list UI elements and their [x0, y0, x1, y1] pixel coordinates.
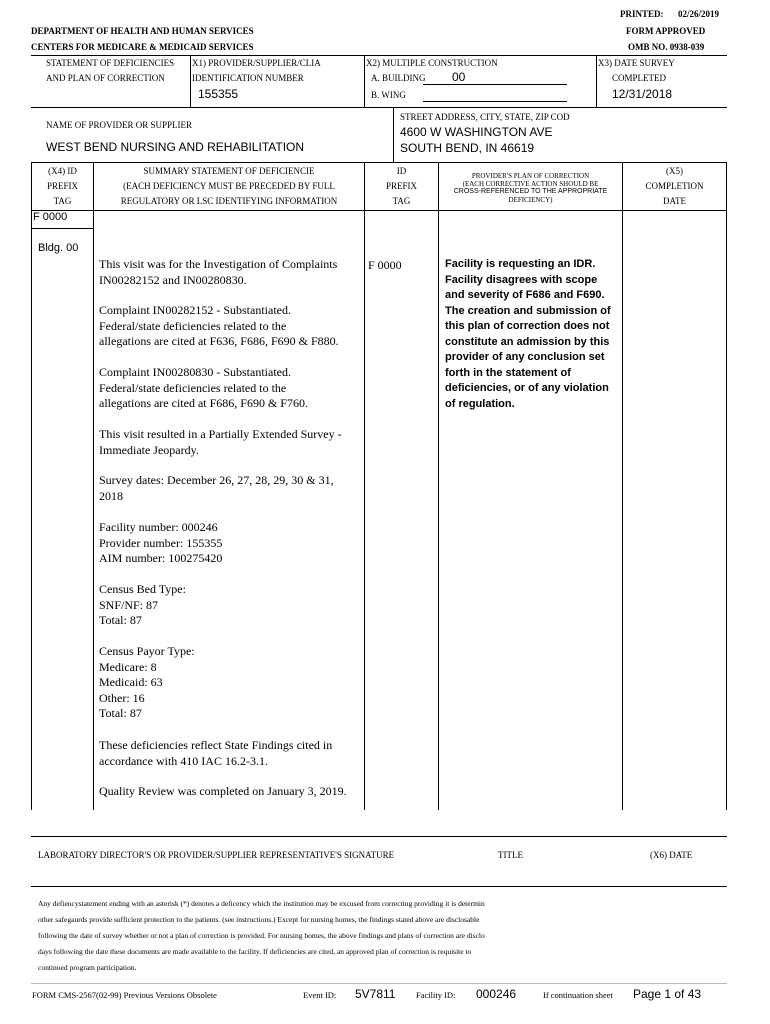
event-id-value: 5V7811	[355, 987, 396, 1001]
summary-header: REGULATORY OR LSC IDENTIFYING INFORMATION	[120, 196, 338, 206]
paragraph-6: Facility number: 000246 Provider number: 155355 AIM number: 100275420	[99, 520, 223, 565]
paragraph-10: Quality Review was completed on January 3, 2019.	[99, 784, 347, 798]
divider	[393, 107, 394, 163]
tag-underline	[31, 228, 94, 229]
divider	[190, 55, 191, 108]
omb-number: OMB NO. 0938-039	[628, 42, 705, 52]
date-label: (X6) DATE	[650, 850, 693, 860]
facility-id-value: 000246	[476, 987, 517, 1001]
column-divider	[622, 162, 623, 810]
divider	[596, 55, 597, 108]
paragraph-4: This visit resulted in a Partially Extended Survey - Immediate Jeopardy.	[99, 427, 342, 457]
paragraph-5: Survey dates: December 26, 27, 28, 29, 30 & 31, 2018	[99, 473, 334, 503]
plan-header: PROVIDER'S PLAN OF CORRECTION	[471, 172, 590, 180]
event-id-label: Event ID:	[303, 990, 337, 1000]
divider	[364, 55, 365, 108]
id-header: ID	[396, 166, 407, 176]
id-header: PREFIX	[385, 181, 417, 191]
column-divider	[93, 162, 94, 810]
statement-label: AND PLAN OF CORRECTION	[46, 73, 165, 83]
signature-bottom-line	[31, 886, 727, 887]
provider-name-label: NAME OF PROVIDER OR SUPPLIER	[46, 120, 193, 130]
address-line2: SOUTH BEND, IN 46619	[400, 141, 535, 155]
survey-date-value: 12/31/2018	[612, 87, 673, 101]
paragraph-2: Complaint IN00282152 - Substantiated. Federal/state deficiencies related to the allegations are cited at F636, F686, F690 & F880.	[99, 303, 339, 348]
divider	[31, 107, 727, 108]
provider-id-label: IDENTIFICATION NUMBER	[192, 73, 304, 83]
id-header: TAG	[392, 196, 411, 206]
building-underline	[423, 84, 567, 85]
footer-line	[31, 983, 727, 984]
plan-header: DEFICIENCY)	[508, 196, 553, 204]
paragraph-3: Complaint IN00280830 - Substantiated. Federal/state deficiencies related to the allegations are cited at F686, F690 & F760.	[99, 365, 308, 410]
form-top-border	[31, 55, 727, 56]
continuation-label: If continuation sheet	[543, 990, 613, 1000]
tag-left: F 0000	[33, 211, 68, 223]
provider-id-label: X1) PROVIDER/SUPPLIER/CLIA	[192, 58, 321, 68]
wing-label: B. WING	[371, 90, 406, 100]
address-line1: 4600 W WASHINGTON AVE	[400, 125, 553, 139]
printed-date: 02/26/2019	[678, 9, 720, 19]
paragraph-1: This visit was for the Investigation of Complaints IN00282152 and IN00280830.	[99, 257, 338, 287]
address-label: STREET ADDRESS, CITY, STATE, ZIP COD	[400, 112, 570, 122]
title-label: TITLE	[498, 850, 523, 860]
summary-header: (EACH DEFICIENCY MUST BE PRECEDED BY FULL	[123, 181, 335, 191]
x5-header: COMPLETION	[645, 181, 704, 191]
department-title: DEPARTMENT OF HEALTH AND HUMAN SERVICES	[31, 26, 254, 36]
x5-header: DATE	[663, 196, 686, 206]
footnote: Any defiencystatement ending with an asterisk (*) denotes a deficency which the institution may be excused from correcting providing it is determin other safegaurds provide sufficient protection to the patients. (see instructions.) Except for nursing homes, the findings stated above are disclosable following the date of survey whether or not a plan of correction is provided. For nursing homes, the above findings and plans of correction are disclo days following the date these documents are made available to the facility. If deficiencies are cited, an approved plan of correction is requisite to continued program participation.	[38, 899, 485, 972]
paragraph-7: Census Bed Type: SNF/NF: 87 Total: 87	[99, 582, 186, 627]
column-divider	[726, 162, 727, 810]
facility-id-label: Facility ID:	[416, 990, 456, 1000]
x4-header: PREFIX	[46, 181, 78, 191]
paragraph-8: Census Payor Type: Medicare: 8 Medicaid: 63 Other: 16 Total: 87	[99, 644, 195, 720]
paragraph-9: These deficiencies reflect State Findings cited in accordance with 410 IAC 16.2-3.1.	[99, 738, 333, 768]
plan-of-correction-response: Facility is requesting an IDR. Facility disagrees with scope and severity of F686 and F690. The creation and submission of this plan of correction does not constitute an admission by this provider of any conclusion set forth in the statement of deficiencies, or of any violation of regulation.	[445, 258, 611, 410]
multiple-construction-label: X2) MULTIPLE CONSTRUCTION	[366, 58, 498, 68]
page-number: Page 1 of 43	[633, 987, 702, 1001]
column-divider	[438, 162, 439, 810]
summary-header: SUMMARY STATEMENT OF DEFICIENCIE	[143, 166, 315, 176]
provider-id-value: 155355	[198, 87, 239, 101]
survey-date-label: COMPLETED	[612, 73, 666, 83]
building-value: 00	[452, 70, 466, 84]
wing-underline	[423, 101, 567, 102]
plan-header: CROSS-REFERENCED TO THE APPROPRIATE	[453, 188, 608, 195]
column-divider	[31, 162, 32, 810]
x5-header: (X5)	[666, 166, 683, 176]
centers-title: CENTERS FOR MEDICARE & MEDICAID SERVICES	[31, 42, 254, 52]
building-tag: Bldg. 00	[38, 242, 79, 254]
form-label: FORM CMS-2567(02-99) Previous Versions Obsolete	[32, 990, 217, 1000]
column-divider	[364, 162, 365, 810]
provider-name: WEST BEND NURSING AND REHABILITATION	[46, 140, 305, 154]
printed-label: PRINTED:	[620, 9, 664, 19]
signature-label: LABORATORY DIRECTOR'S OR PROVIDER/SUPPLIER REPRESENTATIVE'S SIGNATURE	[38, 850, 395, 860]
signature-top-line	[31, 836, 727, 837]
survey-date-label: X3) DATE SURVEY	[598, 58, 675, 68]
building-label: A. BUILDING	[371, 73, 426, 83]
x4-header: (X4) ID	[48, 166, 77, 176]
x4-header: TAG	[53, 196, 72, 206]
plan-header: (EACH CORRECTIVE ACTION SHOULD BE	[462, 180, 599, 188]
tag-right: F 0000	[368, 258, 402, 272]
form-approved: FORM APPROVED	[626, 26, 706, 36]
statement-label: STATEMENT OF DEFICIENCIES	[46, 58, 175, 68]
